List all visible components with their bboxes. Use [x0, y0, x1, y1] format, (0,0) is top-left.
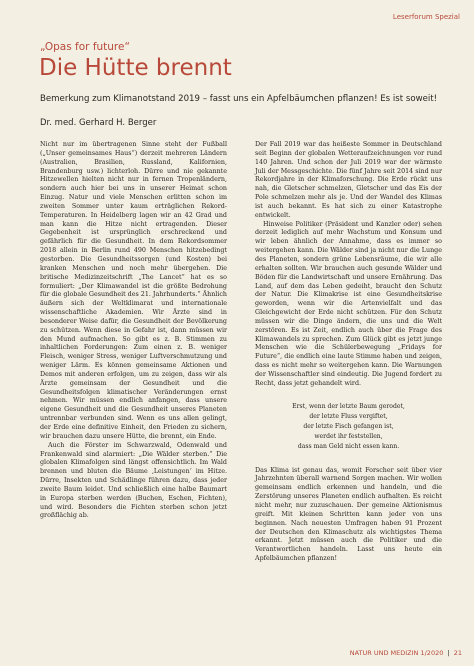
article-author: Dr. med. Gerhard H. Berger — [40, 118, 157, 128]
poem-line: werdet ihr feststellen, — [314, 433, 383, 441]
body-paragraph: Der Fall 2019 war das heißeste Sommer in Deutschland seit Beginn der globalen Wetteraufzeichnungen vor rund 140 Jahren. Und schon der Juli 2019 war der wärmste Juli der Messgeschichte. Die fünf Jahre seit 2014 sind nur Rekordjahre in der Klimaforschung. Die Erde rückt uns nah, die Gletscher schmelzen, Gletscher und das Eis der Pole schmelzen mehr als je. Und der Wandel des Klimas ist auch bekannt. Es hat sich zu einer Katastrophe entwickelt. — [255, 141, 442, 219]
poem-line: der letzte Fisch gefangen ist, — [303, 423, 394, 431]
poem-quote — [255, 402, 442, 453]
poem-line: Erst, wenn der letzte Baum gerodet, — [292, 402, 405, 410]
section-label: Leserforum Spezial — [392, 13, 460, 21]
footer-separator: | — [447, 649, 450, 657]
article-kicker: „Opas for future“ — [40, 41, 130, 53]
poem-line: dass man Geld nicht essen kann. — [297, 443, 400, 451]
page-number: 21 — [453, 649, 462, 657]
article-title: Die Hütte brennt — [39, 55, 232, 81]
page-footer — [350, 649, 462, 657]
body-paragraph: Das Klima ist genau das, womit Forscher seit über vier Jahrzehnten überall warnend Sorgen machen. Wir wollen gemeinsam endlich erkennen und handeln, und die Zerstörung unseres Planeten endlich aufhalten. Es reicht nicht mehr, nur zuzuschauen. Der gemeine Aktionismus greift. Mit kleinen Schritten kann jeder von uns beginnen. Nach neuesten Umfragen haben 91 Prozent der Deutschen den Klimaschutz als wichtigstes Thema erkannt. Jetzt müssen auch die Politiker und die Verantwortlichen handeln. Lasst uns heute ein Apfelbäumchen pflanzen! — [255, 466, 442, 563]
poem-line: der letzte Fluss vergiftet, — [309, 412, 388, 420]
article-subtitle: Bemerkung zum Klimanotstand 2019 – fasst uns ein Apfelbäumchen pflanzen! Es ist soweit! — [40, 94, 438, 104]
body-paragraph: Auch die Förster im Schwarzwald, Odenwald und Frankenwald sind alarmiert: „Die Wälder sterben.“ Die globalen Klimafolgen sind längst offensichtlich. Im Wald brennen und bluten die Bäume ‚Leistungen‘ im Hitze. Dürre, Insekten und Schädlinge führen dazu, dass jeder zweite Baum leidet. Und schließlich eine halbe Baumart in Europa sterben werden (Buchen, Eschen, Fichten), und wird. Besonders die Fichten sterben schon jetzt großflächig ab. — [40, 441, 227, 520]
left-column — [40, 141, 227, 521]
right-column — [255, 141, 442, 564]
journal-name: NATUR UND MEDIZIN — [349, 649, 419, 657]
body-paragraph: Nicht nur im übertragenen Sinne steht der Fußball („Unser gemeinsames Haus“) derzeit mehreren Ländern (Australien, Brasilien, Russland, Kalifornien, Brandenburg usw.) lichterloh. Dürre und nie gekannte Hitzewellen hielten nicht nur in fernen Tropenländern, sondern auch hier bei uns in unserer Heimat schon Einzug. Natur und viele Menschen erlitten schon im zweiten Sommer unter kaum erträglichen Rekord-Temperaturen. In Heidelberg lagen wir an 42 Grad und man kann die Hitze nicht ertragenden. Dieser Gegebenheit ist ursprünglich erschreckend und gefährlich für die Gesundheit. In dem Rekordsommer 2018 allein in Berlin rund 490 Menschen hitzebedingt gestorben. Die Gesundheitssorgen (und Kosten) bei kranken Menschen und noch mehr übergehen. Die britische Medizinzeitschrift „The Lancet“ hat es so formuliert: „Der Klimawandel ist die größte Bedrohung für die globale Gesundheit des 21. Jahrhunderts.“ Ähnlich äußern sich der Weltklimarat und internationale wissenschaftliche Akademien. Wir Ärzte sind in besonderer Weise dafür, die Gesundheit der Bevölkerung zu schützen. Wenn diese in Gefahr ist, dann müssen wir den Mund aufmachen. So gibt es z. B. Stimmen zu inhaltlichen Forderungen: Zum einen z. B. weniger Fleisch, weniger Stress, weniger Luftverschmutzung und weniger Lärm. Es können gemeinsame Aktionen und Demos mit anderen erfolgen, um zu zeigen, dass wir als Ärzte gemeinsam der Gesundheit und die Gesundheitsfolgen klimatischer Veränderungen ernst nehmen. Wir müssen endlich anfangen, dass unsere eigene Gesundheit und die Gesundheit unseres Planeten untrennbar verbunden sind. Wenn es uns allen gelingt, der Erde eine definitive Einheit, den Frieden zu sichern, wir brauchen dazu unsere Hütte, die brennt, ein Ende. — [40, 141, 227, 440]
body-paragraph: Hinweise Politiker (Präsident und Kanzler oder) sehen derzeit lediglich auf mehr Wachstum und Konsum und wir leben ähnlich der Annahme, dass es immer so weitergehen kann. Die Wälder sind ja nicht nur die Lunge des Planeten, sondern grüne Lebensräume, die wir alle erhalten sollten. Wir brauchen auch gesunde Wälder und Böden für die Landwirtschaft und unsere Ernährung. Das Land, auf dem das Leben gedeiht, braucht den Schutz der Natur. Die Klimakrise ist eine Gesundheitskrise geworden, wenn wir die Artenvielfalt und das Gleichgewicht der Erde nicht schützen. Für den Schutz müssen wir die Dinge ändern, die uns und die Welt zerstören. Es ist Zeit, endlich auch über die Frage des Klimawandels zu sprechen. Zum Glück gibt es jetzt junge Menschen wie die Schülerbewegung „Fridays for Future“, die endlich eine laute Stimme haben und zeigen, dass es nicht mehr so weitergehen kann. Die Warnungen der Wissenschaftler sind eindeutig. Die Jugend fordert zu Recht, dass jetzt gehandelt wird. — [255, 220, 442, 387]
issue-number: 1/2020 — [420, 649, 444, 657]
